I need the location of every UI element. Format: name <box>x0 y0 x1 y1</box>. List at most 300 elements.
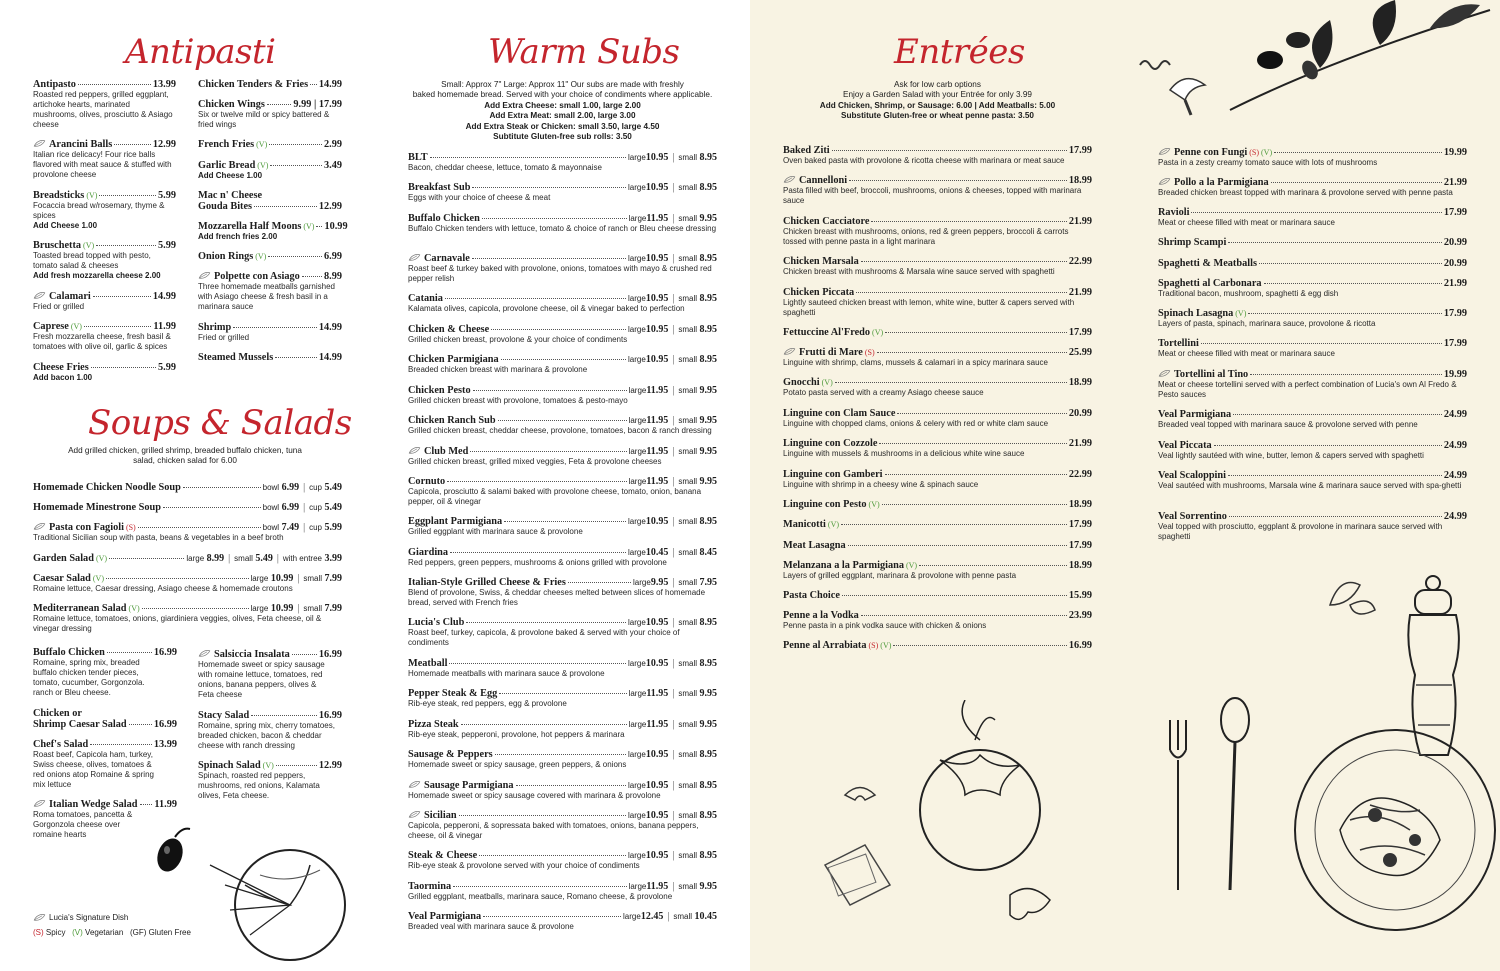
item-desc: Three homemade meatballs garnished with Asiago cheese & fresh basil in a marinara sauce <box>198 282 335 311</box>
vegetarian-tag: (V) <box>256 140 268 149</box>
item-price: 5.99 <box>157 190 176 201</box>
item-desc: Roast beef, turkey, capicola, & provolone baked & served with your choice of condiments <box>408 628 680 647</box>
leaf-icon <box>33 800 46 807</box>
item-desc: Homemade sweet or spicy sausage covered with marinara & provolone <box>408 791 661 800</box>
item-desc: Grilled chicken breast with provolone, tomatoes & pesto-mayo <box>408 396 628 405</box>
sub-item <box>408 810 717 841</box>
menu-item-caprese <box>33 321 176 352</box>
sub-item <box>408 415 717 436</box>
item-prices: large10.95 | small 8.95 <box>628 658 717 669</box>
item-name: Bruschetta <box>33 240 82 251</box>
item-desc: Linguine with mussels & mushrooms in a delicious white wine sauce <box>783 449 1025 458</box>
item-prices: large11.95 | small 9.95 <box>628 415 717 426</box>
sub-item <box>408 446 717 467</box>
item-prices: large10.95 | small 8.95 <box>628 293 717 304</box>
item-prices: large11.95 | small 9.95 <box>628 213 717 224</box>
item-prices: large11.95 | small 9.95 <box>628 688 717 699</box>
item-name: Homemade Chicken Noodle Soup <box>33 482 181 493</box>
item-name: Mozzarella Half Moons <box>198 221 302 232</box>
item-desc: Oven baked pasta with provolone & ricotta cheese with marinara or meat sauce <box>783 156 1065 165</box>
item-name: Buffalo Chicken <box>33 647 105 658</box>
item-name: Penne al Arrabiata <box>783 640 867 651</box>
item-desc: Linguine with shrimp in a cheesy wine & spinach sauce <box>783 480 979 489</box>
menu-item-bruschetta <box>33 240 176 281</box>
item-price: 17.99 <box>1068 540 1092 551</box>
item-name: Gnocchi <box>783 377 820 388</box>
item-name: Linguine con Gamberi <box>783 469 883 480</box>
entree-item <box>783 560 1092 581</box>
item-price: 23.99 <box>1068 610 1092 621</box>
item-name: Ravioli <box>1158 207 1190 218</box>
item-name: French Fries <box>198 139 255 150</box>
item-desc: Roasted red peppers, grilled eggplant, artichoke hearts, marinated mushrooms, olives, prosciutto & Asiago cheese <box>33 90 173 129</box>
menu-item-steamed-mussels <box>198 352 342 363</box>
item-price: 15.99 <box>1068 590 1092 601</box>
item-desc: Layers of grilled eggplant, marinara & provolone with penne pasta <box>783 571 1017 580</box>
menu-item-caesar-salad <box>33 573 342 594</box>
item-name: Pollo a la Parmigiana <box>1174 177 1269 188</box>
sub-item <box>408 719 717 740</box>
item-price: 16.99 <box>1068 640 1092 651</box>
item-desc: Breaded chicken breast topped with marinara & provolone served with penne pasta <box>1158 188 1453 197</box>
leaf-icon <box>33 140 46 147</box>
entree-item <box>1158 470 1467 491</box>
vegetarian-tag: (V) <box>92 574 104 583</box>
item-price: 3.49 <box>323 160 342 171</box>
item-name: Fettuccine Al'Fredo <box>783 327 871 338</box>
item-price: 14.99 <box>318 79 342 90</box>
item-desc: Homemade sweet or spicy sausage with romaine lettuce, tomatoes, red onions, banana peppers, olives & Feta cheese <box>198 660 325 699</box>
legend-veg-label: Vegetarian <box>85 928 124 937</box>
item-price: 17.99 <box>1068 145 1092 156</box>
subs-intro-line: Small: Approx 7" Large: Approx 11" Our subs are made with freshly <box>441 80 684 89</box>
sub-item <box>408 385 717 406</box>
sub-item <box>408 911 717 932</box>
item-price: 2.99 <box>323 139 342 150</box>
entree-item <box>783 519 1092 530</box>
sub-item <box>408 152 717 173</box>
leaf-icon <box>408 447 421 454</box>
item-desc: Romaine lettuce, Caesar dressing, Asiago cheese & homemade croutons <box>33 584 293 593</box>
spicy-tag: (S) <box>125 523 136 532</box>
item-extra: Add bacon 1.00 <box>33 373 93 382</box>
item-name: Italian Wedge Salad <box>49 799 138 810</box>
item-name: Veal Sorrentino <box>1158 511 1227 522</box>
item-price: 13.99 <box>152 79 176 90</box>
item-price: 12.99 <box>318 760 342 771</box>
item-price: 16.99 <box>153 647 177 658</box>
item-name: Tortellini <box>1158 338 1199 349</box>
item-name: Linguine con Pesto <box>783 499 867 510</box>
item-name: BLT <box>408 152 428 163</box>
item-desc: Breaded chicken breast with marinara & provolone <box>408 365 588 374</box>
item-price: 14.99 <box>152 291 176 302</box>
entree-item <box>1158 258 1467 269</box>
item-price: 21.99 <box>1068 216 1092 227</box>
menu-item-pasta-con-fagioli <box>33 522 342 543</box>
item-name: Garlic Bread <box>198 160 256 171</box>
item-name: Onion Rings <box>198 251 254 262</box>
menu-item-garden-salad <box>33 553 342 564</box>
item-name: Buffalo Chicken <box>408 213 480 224</box>
menu-item-polpette-con-asiago <box>198 271 342 312</box>
entrees-title: Entrées <box>894 32 1025 72</box>
vegetarian-tag: (V) <box>1261 148 1273 157</box>
entree-item <box>783 347 1092 368</box>
pasta-plate-cutlery-illustration <box>1150 690 1500 950</box>
item-name: Baked Ziti <box>783 145 830 156</box>
item-price: 6.99 <box>323 251 342 262</box>
entree-item <box>783 469 1092 490</box>
item-name: Pizza Steak <box>408 719 459 730</box>
leaf-icon <box>408 811 421 818</box>
item-desc: Roast beef & turkey baked with provolone, onions, tomatoes with mayo & crushed red pepper relish <box>408 264 712 283</box>
item-desc: Pasta filled with beef, broccoli, mushrooms, onions & cheeses, topped with marinara sauce <box>783 186 1082 205</box>
item-price: 20.99 <box>1443 237 1467 248</box>
sub-item <box>408 253 717 284</box>
menu-item-shrimp-caesar-salad <box>33 708 177 730</box>
entree-item <box>783 640 1092 651</box>
item-name: Melanzana a la Parmigiana <box>783 560 904 571</box>
item-desc: Penne pasta in a pink vodka sauce with chicken & onions <box>783 621 987 630</box>
item-price: 17.99 <box>1068 519 1092 530</box>
item-prices: large10.95 | small 8.95 <box>628 810 717 821</box>
item-name: Chicken Marsala <box>783 256 859 267</box>
item-prices: large10.95 | small 8.95 <box>628 324 717 335</box>
item-name: Veal Scaloppini <box>1158 470 1227 481</box>
item-price: 18.99 <box>1068 175 1092 186</box>
leaf-icon <box>33 292 46 299</box>
item-name: Cornuto <box>408 476 446 487</box>
item-name: Polpette con Asiago <box>214 271 300 282</box>
item-desc: Blend of provolone, Swiss, & cheddar cheeses melted between slices of homemade bread, served with French fries <box>408 588 706 607</box>
item-price: 10.99 <box>324 221 348 232</box>
entree-item <box>783 287 1092 318</box>
item-price: 20.99 <box>1443 258 1467 269</box>
sub-item <box>408 749 717 770</box>
sub-item <box>408 658 717 679</box>
legend-signature-label: Lucia's Signature Dish <box>49 913 129 922</box>
item-desc: Fried or grilled <box>198 333 250 342</box>
item-price: 22.99 <box>1068 469 1092 480</box>
vegetarian-tag: (V) <box>86 191 98 200</box>
entree-item <box>1158 237 1467 248</box>
item-desc: Grilled chicken breast, cheddar cheese, provolone, tomatoes, bacon & ranch dressing <box>408 426 712 435</box>
entree-item <box>1158 440 1467 461</box>
item-desc: Layers of pasta, spinach, marinara sauce, provolone & ricotta <box>1158 319 1376 328</box>
item-price: 11.99 <box>153 321 176 332</box>
menu-item-salsiccia-insalata <box>198 649 342 700</box>
leaf-icon <box>783 176 796 183</box>
item-price: 18.99 <box>1068 499 1092 510</box>
item-desc: Veal sautéed with mushrooms, Marsala wine & marinara sauce served with spa-ghetti <box>1158 481 1462 490</box>
entree-item <box>1158 147 1467 168</box>
item-desc: Linguine with shrimp, clams, mussels & calamari in a spicy marinara sauce <box>783 358 1048 367</box>
sub-item <box>408 881 717 902</box>
item-name-line2: Shrimp Caesar Salad <box>33 719 127 730</box>
item-extra: Add fresh mozzarella cheese 2.00 <box>33 271 161 280</box>
item-name: Linguine con Clam Sauce <box>783 408 896 419</box>
menu-item-antipasto <box>33 79 176 130</box>
item-prices: large11.95 | small 9.95 <box>628 881 717 892</box>
item-name: Veal Parmigiana <box>1158 409 1232 420</box>
menu-item-onion-rings <box>198 251 342 262</box>
item-desc: Roast beef, Capicola ham, turkey, Swiss cheese, olives, tomatoes & red onions atop Romaine & spring mix lettuce <box>33 750 154 789</box>
sub-item <box>408 547 717 568</box>
item-name: Pepper Steak & Egg <box>408 688 498 699</box>
leaf-icon <box>1158 178 1171 185</box>
item-name: Cannelloni <box>799 175 848 186</box>
item-desc: Meat or cheese filled with meat or marinara sauce <box>1158 218 1335 227</box>
item-name: Steamed Mussels <box>198 352 274 363</box>
vegetarian-tag: (V) <box>70 322 82 331</box>
item-name: Pasta Choice <box>783 590 840 601</box>
item-desc: Italian rice delicacy! Four rice balls flavored with meat sauce & stuffed with provolone cheese <box>33 150 172 179</box>
item-name: Chicken Parmigiana <box>408 354 499 365</box>
item-name: Club Med <box>424 446 469 457</box>
item-desc: Bacon, cheddar cheese, lettuce, tomato & mayonnaise <box>408 163 602 172</box>
item-price: 16.99 <box>318 710 342 721</box>
item-prices: large11.95 | small 9.95 <box>628 446 717 457</box>
item-prices: large10.95 | small 8.95 <box>628 182 717 193</box>
item-name: Breakfast Sub <box>408 182 471 193</box>
item-name: Pasta con Fagioli <box>49 522 124 533</box>
item-extra: Add Cheese 1.00 <box>33 221 98 230</box>
item-name: Antipasto <box>33 79 76 90</box>
item-name: Chef's Salad <box>33 739 89 750</box>
item-name: Manicotti <box>783 519 826 530</box>
item-name: Spinach Lasagna <box>1158 308 1234 319</box>
item-desc: Traditional Sicilian soup with pasta, beans & vegetables in a beef broth <box>33 533 284 542</box>
item-name: Chicken Wings <box>198 99 265 110</box>
item-price: 25.99 <box>1068 347 1092 358</box>
subs-extra-cheese: Add Extra Cheese: small 1.00, large 2.00 <box>484 100 641 110</box>
item-name: Caprese <box>33 321 69 332</box>
item-price: 17.99 <box>1443 338 1467 349</box>
item-price: 21.99 <box>1068 287 1092 298</box>
item-name: Breadsticks <box>33 190 85 201</box>
item-price: 9.99 | 17.99 <box>293 99 342 110</box>
entree-item <box>783 408 1092 429</box>
item-desc: Roma tomatoes, pancetta & Gorgonzola cheese over romaine hearts <box>33 810 133 839</box>
item-desc: Capicola, prosciutto & salami baked with provolone cheese, tomato, onion, banana pepper, oil & vinegar <box>408 487 702 506</box>
item-price: 17.99 <box>1443 207 1467 218</box>
item-price: 24.99 <box>1443 409 1467 420</box>
item-desc: Breaded veal with marinara sauce & provolone <box>408 922 574 931</box>
item-name: Carnavale <box>424 253 470 264</box>
item-name: Chicken Tenders & Fries <box>198 79 309 90</box>
item-desc: Potato pasta served with a creamy Asiago cheese sauce <box>783 388 984 397</box>
menu-item-mac-n-cheese <box>198 190 342 212</box>
legend-spicy-tag: (S) <box>33 928 44 937</box>
item-name: Homemade Minestrone Soup <box>33 502 161 513</box>
item-desc: Grilled chicken breast, grilled mixed veggies, Feta & provolone cheeses <box>408 457 662 466</box>
entree-item <box>783 145 1092 166</box>
item-desc: Kalamata olives, capicola, provolone cheese, oil & vinegar baked to perfection <box>408 304 685 313</box>
item-desc: Breaded veal topped with marinara sauce & provolone served with penne <box>1158 420 1418 429</box>
legend-veg-tag: (V) <box>72 928 83 937</box>
entree-item <box>1158 369 1467 400</box>
entree-item <box>1158 177 1467 198</box>
item-name: Catania <box>408 293 443 304</box>
menu-item-buffalo-chicken-salad <box>33 647 177 698</box>
item-name: Sausage & Peppers <box>408 749 493 760</box>
menu-item-minestrone-soup <box>33 502 342 513</box>
item-name: Lucia's Club <box>408 617 465 628</box>
item-name: Shrimp Scampi <box>1158 237 1227 248</box>
leaf-icon <box>33 523 46 530</box>
item-desc: Lightly sauteed chicken breast with lemon, white wine, butter & capers served with spaghetti <box>783 298 1075 317</box>
leaf-icon <box>783 348 796 355</box>
sub-item <box>408 293 717 314</box>
item-prices: large 10.99 | small 7.99 <box>250 573 342 584</box>
vegetarian-tag: (V) <box>880 641 892 650</box>
item-name: Salsiccia Insalata <box>214 649 290 660</box>
item-name: Chicken Piccata <box>783 287 855 298</box>
item-price: 14.99 <box>318 322 342 333</box>
item-prices: large10.95 | small 8.95 <box>628 152 717 163</box>
item-prices: large10.95 | small 8.95 <box>628 253 717 264</box>
vegetarian-tag: (V) <box>262 761 274 770</box>
item-name: Shrimp <box>198 322 232 333</box>
item-price: 22.99 <box>1068 256 1092 267</box>
menu-item-chicken-noodle-soup <box>33 482 342 493</box>
vegetarian-tag: (V) <box>303 222 315 231</box>
diet-tag: (V) <box>827 520 840 529</box>
item-name: Caesar Salad <box>33 573 91 584</box>
item-name: Steak & Cheese <box>408 850 478 861</box>
entree-item <box>783 590 1092 601</box>
menu-item-mediterranean-salad <box>33 603 342 634</box>
item-desc: Romaine, spring mix, cherry tomatoes, breaded chicken, bacon & cheddar cheese with ranch dressing <box>198 721 335 750</box>
item-name: Spaghetti & Meatballs <box>1158 258 1257 269</box>
item-desc: Veal lightly sautéed with wine, butter, lemon & capers served with spaghetti <box>1158 451 1424 460</box>
leaf-icon <box>198 650 211 657</box>
item-name: Stacy Salad <box>198 710 250 721</box>
menu-item-calamari <box>33 291 176 312</box>
item-prices: large9.95 | small 7.95 <box>633 577 717 588</box>
item-price: 21.99 <box>1443 278 1467 289</box>
vegetarian-tag: (V) <box>128 604 140 613</box>
item-prices: large10.95 | small 8.95 <box>628 850 717 861</box>
item-name: Chicken or <box>33 708 82 719</box>
item-price: 20.99 <box>1068 408 1092 419</box>
item-price: 17.99 <box>1068 327 1092 338</box>
item-name: Chicken Cacciatore <box>783 216 870 227</box>
leaf-icon <box>1158 370 1171 377</box>
subs-gluten-free: Subtitute Gluten-free sub rolls: 3.50 <box>493 132 632 142</box>
leaf-icon <box>408 254 421 261</box>
item-desc: Chicken breast with mushrooms, onions, red & green peppers, broccoli & carrots tossed with penne pasta in a light marinara <box>783 227 1069 246</box>
item-prices: bowl 6.99 | cup 5.49 <box>262 482 342 493</box>
olive-tomato-illustration <box>150 825 350 965</box>
diet-tag: (V) <box>872 328 884 337</box>
subs-column <box>400 0 730 971</box>
leaf-icon <box>198 272 211 279</box>
sub-item <box>408 617 717 648</box>
menu-item-arancini-balls <box>33 139 176 180</box>
entrees-gluten-free: Substitute Gluten-free or wheat penne pasta: 3.50 <box>841 111 1034 121</box>
item-prices: large11.95 | small 9.95 <box>628 385 717 396</box>
entree-item <box>783 327 1092 338</box>
entree-item <box>783 256 1092 277</box>
item-price: 14.99 <box>318 352 342 363</box>
menu-item-shrimp <box>198 322 342 343</box>
item-name: Chicken Pesto <box>408 385 471 396</box>
item-prices: large12.45 | small 10.45 <box>623 911 717 922</box>
diet-tag: (V) <box>868 500 880 509</box>
item-prices: large10.95 | small 8.95 <box>628 516 717 527</box>
item-extra: Add french fries 2.00 <box>198 232 278 241</box>
item-name: Sicilian <box>424 810 457 821</box>
entrees-intro <box>770 80 1105 122</box>
entrees-intro-line: Enjoy a Garden Salad with your Entrée for only 3.99 <box>843 90 1032 100</box>
sub-item <box>408 516 717 537</box>
legend-gf-tag: (GF) <box>129 928 147 937</box>
item-desc: Rib-eye steak & provolone served with your choice of condiments <box>408 861 640 870</box>
item-price: 19.99 <box>1443 369 1467 380</box>
menu-item-chicken-tenders <box>198 79 342 90</box>
diet-tag: (V) <box>905 561 918 570</box>
item-name: Frutti di Mare <box>799 347 863 358</box>
legend-gf-label: Gluten Free <box>148 928 191 937</box>
item-price: 21.99 <box>1068 438 1092 449</box>
item-name: Chicken & Cheese <box>408 324 490 335</box>
item-price: 24.99 <box>1443 470 1467 481</box>
item-price: 11.99 <box>154 799 177 810</box>
tomato-ravioli-illustration <box>770 700 1130 960</box>
sub-item <box>408 182 717 203</box>
item-desc: Veal topped with prosciutto, eggplant & provolone in marinara sauce served with spaghetti <box>1158 522 1443 541</box>
item-price: 5.99 <box>157 240 176 251</box>
menu-item-cheese-fries <box>33 362 176 383</box>
sub-item <box>408 354 717 375</box>
item-prices: large10.95 | small 8.95 <box>628 749 717 760</box>
item-name: Arancini Balls <box>49 139 113 150</box>
entree-item <box>1158 278 1467 299</box>
leaf-icon <box>408 781 421 788</box>
subs-title: Warm Subs <box>488 32 680 72</box>
item-name: Spinach Salad <box>198 760 261 771</box>
item-price: 12.99 <box>318 201 342 212</box>
entree-item <box>1158 338 1467 359</box>
item-prices: large 10.99 | small 7.99 <box>250 603 342 614</box>
sub-item <box>408 476 717 507</box>
item-desc: Rib-eye steak, pepperoni, provolone, hot peppers & marinara <box>408 730 625 739</box>
item-name: Spaghetti al Carbonara <box>1158 278 1262 289</box>
item-name: Mac n' Cheese <box>198 190 263 201</box>
menu-item-french-fries <box>198 139 342 150</box>
item-price: 8.99 <box>323 271 342 282</box>
menu-item-stacy-salad <box>198 710 342 751</box>
item-name: Garden Salad <box>33 553 94 564</box>
menu-item-spinach-salad <box>198 760 342 801</box>
item-desc: Spinach, roasted red peppers, mushrooms, red onions, Kalamata olives, Feta cheese. <box>198 771 320 800</box>
item-desc: Meat or cheese tortellini served with a perfect combination of Lucia's own Al Fredo & Pesto sauces <box>1158 380 1457 399</box>
vegetarian-tag: (V) <box>83 241 95 250</box>
subs-intro <box>400 80 725 142</box>
item-desc: Buffalo Chicken tenders with lettuce, tomato & choice of ranch or Bleu cheese dressing <box>408 224 717 233</box>
item-price: 24.99 <box>1443 440 1467 451</box>
item-desc: Meat or cheese filled with meat or marinara sauce <box>1158 349 1335 358</box>
item-name: Giardina <box>408 547 449 558</box>
sub-item <box>408 688 717 709</box>
item-name: Mediterranean Salad <box>33 603 127 614</box>
item-desc: Toasted bread topped with pesto, tomato salad & cheeses <box>33 251 151 270</box>
subs-extra-meat: Add Extra Meat: small 2.00, large 3.00 <box>489 111 636 121</box>
item-prices: large10.45 | small 8.45 <box>628 547 717 558</box>
item-name: Penne a la Vodka <box>783 610 859 621</box>
